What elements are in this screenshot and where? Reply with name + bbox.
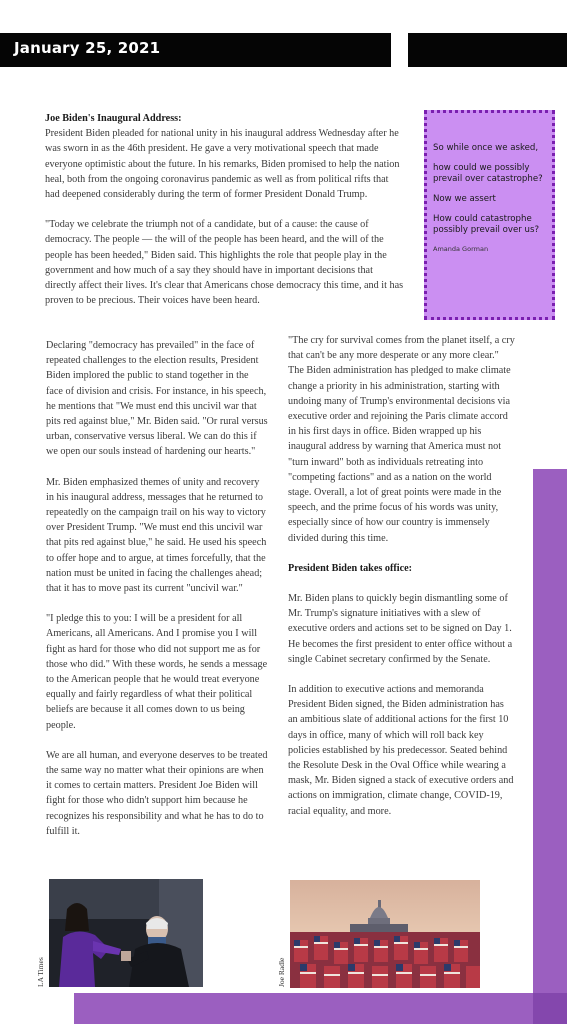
- header-black-block: [408, 33, 567, 67]
- right-paragraph-3: In addition to executive actions and memoranda President Biden signed, the Biden administration has an ambitious slate of additional actions for the first 10 days in office, many of which will roll back key policies established by his predecessor. Seated behind the Resolute Desk in the Oval Office while wearing a mask, Mr. Biden signed a stack of executive orders and actions on immigration, climate change, COVID-19, racial equality, and more.: [288, 684, 514, 817]
- inauguration-photo-illustration: [49, 879, 203, 987]
- date-text: January 25, 2021: [14, 39, 161, 57]
- intro-paragraph-1: [45, 111, 405, 202]
- inauguration-photo: [49, 879, 203, 987]
- right-heading: President Biden takes office:: [288, 562, 413, 574]
- intro-section: [45, 111, 405, 323]
- capitol-flags-photo: [290, 880, 480, 988]
- photo2-credit: Joe Radle: [277, 957, 286, 987]
- right-paragraph-1: "The cry for survival comes from the planet itself, a cry that can't be any more desperate or any more clear." The Biden administration has pledged to make climate change a priority in his administration, starting with undoing many of Trump's environmental decisions via executive order and rejoining the Paris climate accord in his first days in office. Biden wrapped up his inaugural address by warning that America must not "turn inward" both as individuals retreating into "competing factions" and as a nation on the world stage. Overall, a lot of great points were made in the speech, and the prime focus of his words was unity, especially since of how our country is immensely divided during this time.: [288, 335, 515, 544]
- quote-line-3: Now we assert: [433, 194, 496, 204]
- quote-line-2: how could we possibly prevail over catastrophe?: [433, 163, 543, 184]
- capitol-flags-illustration: [290, 880, 480, 988]
- left-paragraph-3: "I pledge this to you: I will be a president for all Americans, all Americans. And I promise you I will fight as hard for those who did not support me as for those who did." With these words, he sends a message to the American people that he would treat everyone equally and fairly regardless of what their political beliefs are because it all comes down to us being people.: [46, 613, 268, 731]
- purple-bottom-strip: [74, 993, 567, 1024]
- right-heading-paragraph: [288, 561, 516, 576]
- right-column: [288, 333, 516, 834]
- intro-text-1: President Biden pleaded for national unity in his inaugural address Wednesday after he was sworn in as the 46th president. He gave a very motivational speech that made everyone optimistic about the future. In his remarks, Biden promised to help the nation heal, both from the ongoing coronavirus pandemic as well as from political rifts that had deepened considerably during the term of former President Donald Trump.: [45, 128, 400, 201]
- purple-side-strip: [533, 469, 567, 1024]
- purple-corner-block: [533, 993, 567, 1024]
- left-paragraph-4: We are all human, and everyone deserves to be treated the same way no matter what their opinions are when it comes to certain matters. President Joe Biden will fight for those who didn't support him because he recognizes his responsibility and what he has to do to fulfill it.: [46, 749, 268, 837]
- left-paragraph-1: Declaring "democracy has prevailed" in the face of repeated challenges to the election results, President Biden implored the public to stand together in the face of division and crisis. For instance, in his speech, he mentions that "We must end this uncivil war that pits red against blue," Mr. Biden said. "Or rural versus urban, conservative versus liberal. We can do this if we open our souls instead of hardening our hearts.": [46, 340, 268, 458]
- quote-line-4: How could catastrophe possibly prevail over us?: [433, 214, 540, 235]
- date-banner: [0, 33, 391, 67]
- left-paragraph-2: Mr. Biden emphasized themes of unity and recovery in his inaugural address, messages that he returned to repeatedly on the campaign trail on his way to victory over President Trump. "We must end this uncivil war that pits red against blue," he said. He used his speech to offer hope and to argue, at times forcefully, that the nation must be united in facing the challenges ahead; that it has to move past its current "uncivil war.": [46, 476, 267, 595]
- left-column: [46, 338, 268, 854]
- intro-paragraph-2: "Today we celebrate the triumph not of a candidate, but of a cause: the cause of democracy. The people — the will of the people has been heard, and the will of the people has been heeded," Biden said. This highlights the role that people play in the government and how much of a say they should have in important decisions that directly affect their lives. It's clear that Americans chose democracy this time, and it has proven to be precious. Their voices have been heard.: [45, 219, 404, 307]
- poem-quote-box: [424, 110, 555, 320]
- photo1-credit: LA Times: [36, 957, 45, 987]
- quote-line-1: So while once we asked,: [433, 143, 539, 153]
- right-paragraph-2: Mr. Biden plans to quickly begin dismantling some of Mr. Trump's signature initiatives with a slew of executive orders and actions set to be signed on Day 1. He becomes the first president to enter office without a single Cabinet secretary confirmed by the Senate.: [288, 593, 513, 665]
- intro-heading: Joe Biden's Inaugural Address:: [45, 113, 182, 124]
- quote-author: Amanda Gorman: [433, 245, 489, 253]
